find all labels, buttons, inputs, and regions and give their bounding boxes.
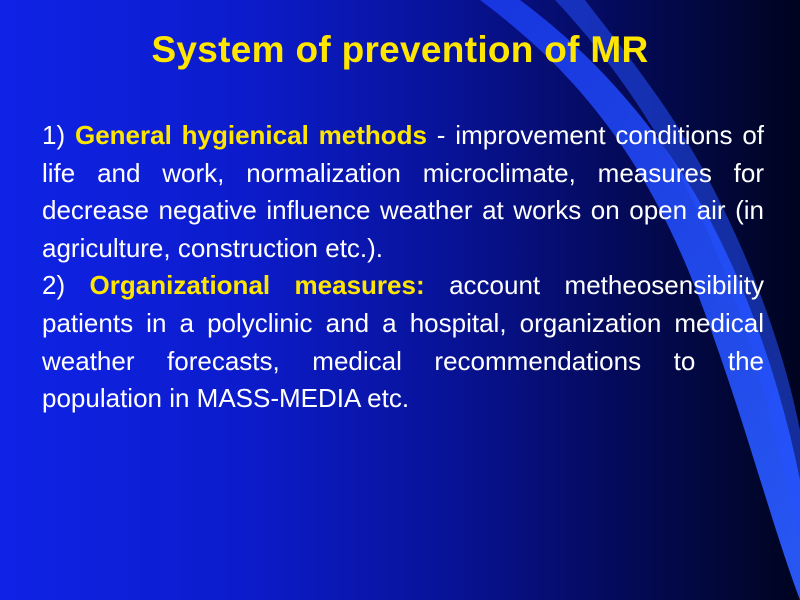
item-number: 2) bbox=[42, 270, 90, 301]
slide-body bbox=[42, 117, 764, 418]
item-text: - improvement conditions of life and work, normalization microclimate, measures for decrease negative influence weather at works on open air (in agriculture, construction etc.). bbox=[42, 120, 765, 263]
list-item bbox=[42, 267, 764, 417]
item-text: account metheosensibility patients in a polyclinic and a hospital, organization medical weather forecasts, medical recommendations to the population in MASS-MEDIA etc. bbox=[42, 270, 764, 414]
slide-title: System of prevention of MR bbox=[151, 29, 649, 70]
item-number: 1) bbox=[42, 120, 75, 150]
item-heading: Organizational measures: bbox=[89, 270, 425, 301]
list-item bbox=[42, 117, 764, 267]
item-heading: General hygienical methods bbox=[74, 120, 427, 150]
